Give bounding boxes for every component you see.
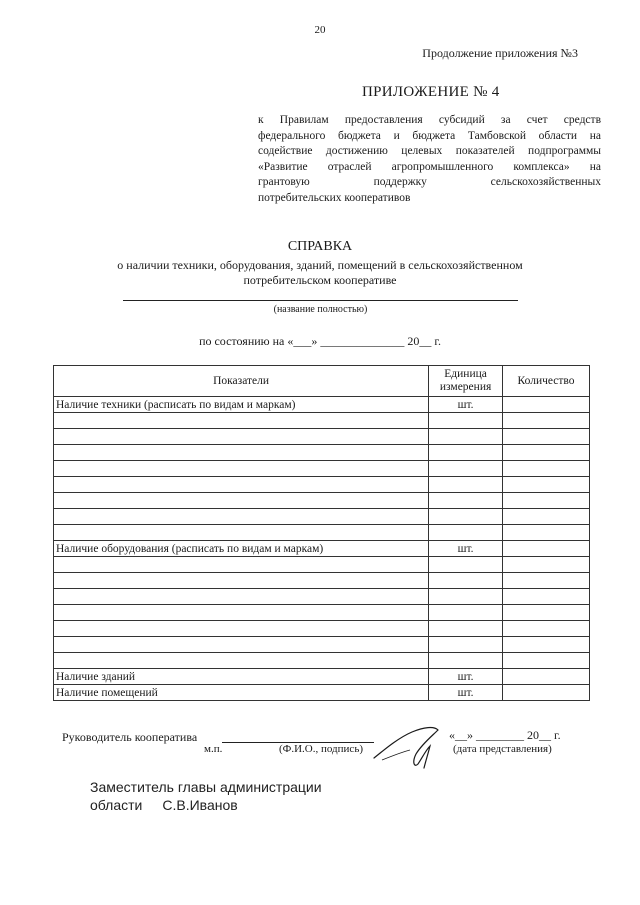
table-row [54,669,590,685]
deputy-signature-block [90,797,238,813]
table-row [54,605,590,621]
stamp-label: м.п. [204,743,223,755]
quantity-cell[interactable] [503,413,590,429]
unit-cell [429,429,503,445]
quantity-cell[interactable] [503,669,590,685]
indicator-cell [54,413,429,429]
cooperative-name-line[interactable] [123,300,518,301]
table-row [54,445,590,461]
indicator-cell [54,461,429,477]
table-row [54,573,590,589]
quantity-cell[interactable] [503,509,590,525]
preamble-line: грантовую поддержку сельскохозяйственных [258,176,601,188]
unit-cell: шт. [429,397,503,413]
quantity-cell[interactable] [503,493,590,509]
quantity-cell[interactable] [503,573,590,589]
table-row [54,477,590,493]
quantity-cell[interactable] [503,605,590,621]
quantity-cell[interactable] [503,461,590,477]
unit-cell [429,477,503,493]
indicator-cell: Наличие техники (расписать по видам и маркам) [54,397,429,413]
unit-cell [429,461,503,477]
unit-cell [429,589,503,605]
page-number: 20 [314,24,326,36]
preamble-line: к Правилам предоставления субсидий за счет средств [258,114,601,126]
unit-cell [429,509,503,525]
handwritten-signature [372,720,442,772]
table-row [54,413,590,429]
submission-date-caption: (дата представления) [453,743,552,755]
table-row [54,509,590,525]
table-row [54,621,590,637]
indicator-cell [54,573,429,589]
header-unit: Единица измерения [429,366,503,397]
table-row [54,525,590,541]
quantity-cell[interactable] [503,525,590,541]
table-row [54,397,590,413]
unit-cell [429,621,503,637]
unit-cell [429,525,503,541]
quantity-cell[interactable] [503,685,590,701]
indicator-cell [54,621,429,637]
submission-date-field: «__» ________ 20__ г. [449,728,561,742]
table-row [54,653,590,669]
unit-cell [429,637,503,653]
indicator-cell [54,653,429,669]
preamble-line: содействие достижению целевых показателей подпрограммы [258,145,601,157]
quantity-cell[interactable] [503,429,590,445]
indicator-cell [54,509,429,525]
header-quantity: Количество [503,366,590,397]
unit-cell [429,493,503,509]
continuation-note: Продолжение приложения №3 [422,46,578,60]
indicator-cell [54,525,429,541]
preamble-line: потребительских кооперативов [258,191,411,204]
quantity-cell[interactable] [503,541,590,557]
unit-cell [429,445,503,461]
table-header-row [54,366,590,397]
document-subtitle-line: о наличии техники, оборудования, зданий, помещений в сельскохозяйственном [117,258,523,272]
indicator-cell [54,605,429,621]
as-of-date-line: по состоянию на «___» ______________ 20__ г. [199,334,441,348]
appendix-title: ПРИЛОЖЕНИЕ № 4 [362,84,500,100]
header-indicators: Показатели [54,366,429,397]
quantity-cell[interactable] [503,589,590,605]
indicator-cell [54,493,429,509]
fio-caption: (Ф.И.О., подпись) [279,743,363,755]
unit-cell: шт. [429,669,503,685]
table-row [54,685,590,701]
indicator-cell [54,477,429,493]
table-row [54,429,590,445]
appendix-preamble [258,113,601,206]
document-subtitle-line: потребительском кооперативе [243,273,397,287]
unit-cell: шт. [429,541,503,557]
unit-cell [429,557,503,573]
unit-cell [429,605,503,621]
unit-cell: шт. [429,685,503,701]
deputy-title: Заместитель главы администрации [90,779,322,795]
unit-cell [429,413,503,429]
indicator-cell: Наличие оборудования (расписать по видам и маркам) [54,541,429,557]
quantity-cell[interactable] [503,653,590,669]
indicator-cell [54,557,429,573]
indicator-cell [54,589,429,605]
deputy-name: С.В.Иванов [162,797,238,813]
table-row [54,461,590,477]
quantity-cell[interactable] [503,397,590,413]
indicator-cell [54,429,429,445]
quantity-cell[interactable] [503,621,590,637]
preamble-line: «Развитие отраслей агропромышленного комплекса» на [258,160,601,173]
table-row [54,589,590,605]
indicator-cell: Наличие зданий [54,669,429,685]
assets-table [53,365,590,701]
quantity-cell[interactable] [503,637,590,653]
document-subtitle [0,258,640,288]
unit-cell [429,573,503,589]
deputy-region: области [90,797,143,813]
indicator-cell [54,445,429,461]
unit-cell [429,653,503,669]
indicator-cell: Наличие помещений [54,685,429,701]
table-row [54,493,590,509]
indicator-cell [54,637,429,653]
quantity-cell[interactable] [503,477,590,493]
table-row [54,637,590,653]
document-title: СПРАВКА [287,239,353,254]
quantity-cell[interactable] [503,445,590,461]
preamble-line: федерального бюджета и бюджета Тамбовской области на [258,129,601,142]
quantity-cell[interactable] [503,557,590,573]
table-row [54,541,590,557]
signature-label: Руководитель кооператива [62,730,198,744]
cooperative-name-caption: (название полностью) [273,304,368,315]
table-row [54,557,590,573]
